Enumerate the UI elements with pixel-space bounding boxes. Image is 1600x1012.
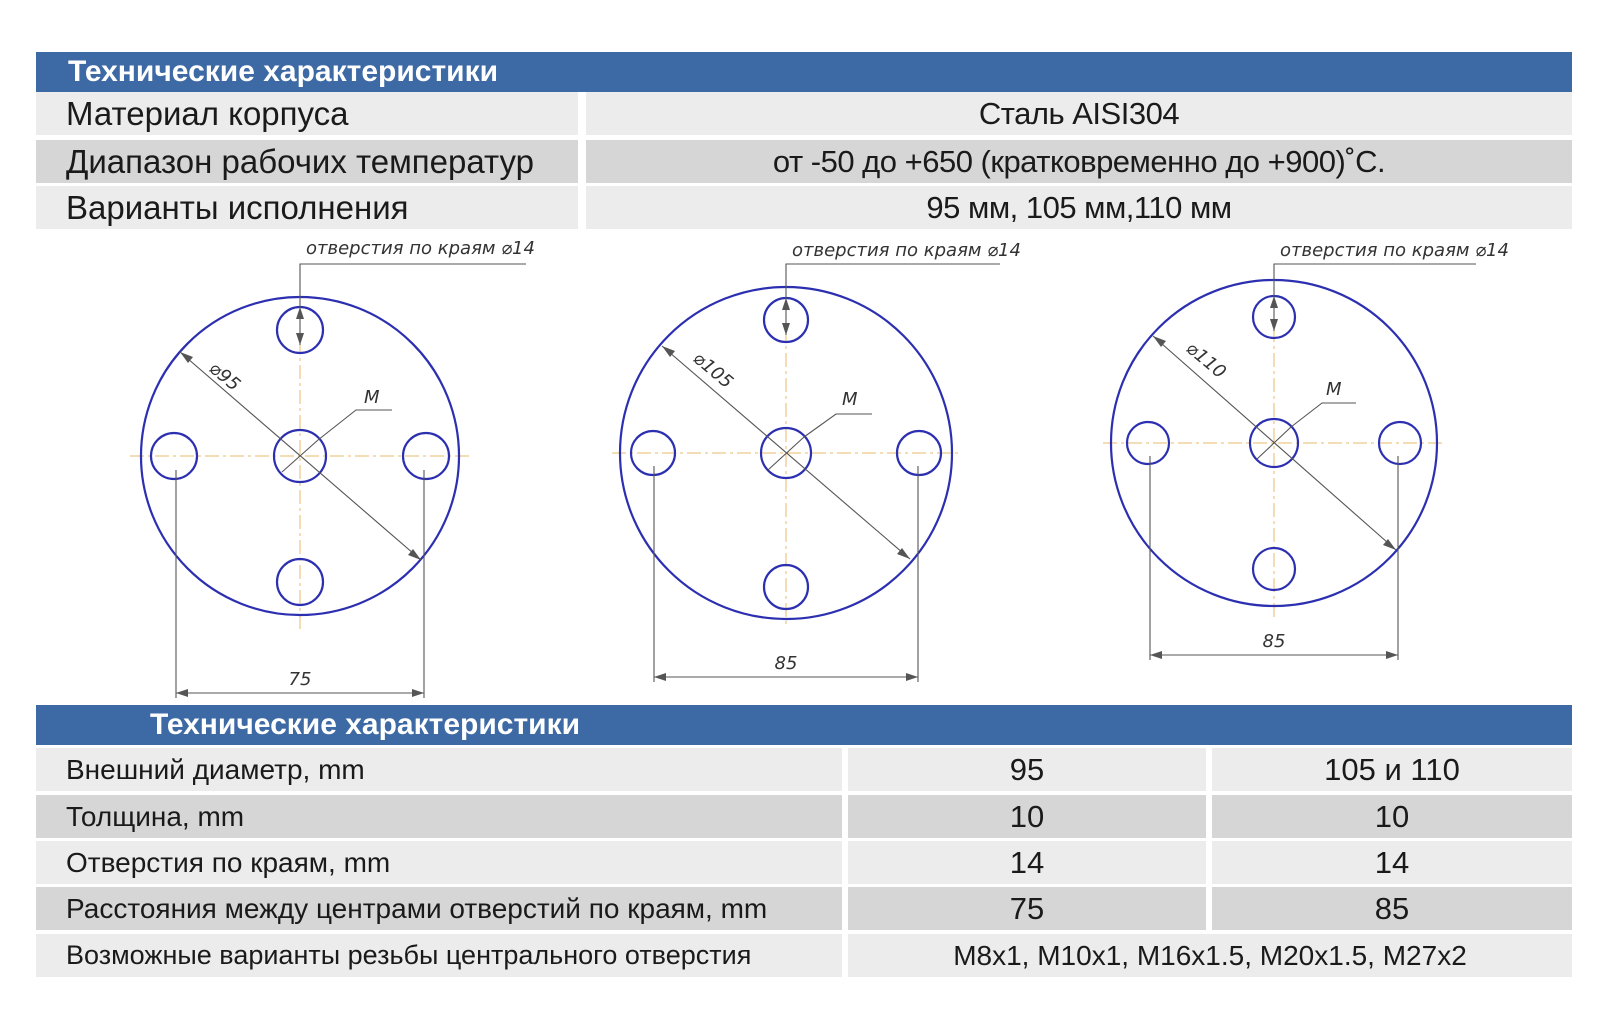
center-label: M bbox=[1326, 379, 1342, 400]
diameter-label: ⌀95 bbox=[204, 357, 245, 396]
row-edge-holes-v1: 14 bbox=[848, 841, 1206, 884]
row-variants-value: 95 мм, 105 мм,110 мм bbox=[586, 186, 1572, 229]
row-hole-distance-v1: 75 bbox=[848, 887, 1206, 930]
arrow bbox=[782, 298, 790, 310]
row-temperature-value: от -50 до +650 (кратковременно до +900)˚С. bbox=[586, 140, 1572, 183]
hole-leader bbox=[1274, 264, 1476, 331]
row-edge-holes-v2: 14 bbox=[1212, 841, 1572, 884]
section-header-dimensions: Технические характеристики bbox=[36, 705, 1572, 745]
row-thickness-label: Толщина, mm bbox=[36, 795, 842, 838]
row-outer-diameter-v2: 105 и 110 bbox=[1212, 748, 1572, 791]
hole-note: отверстия по краям ⌀14 bbox=[1280, 240, 1509, 261]
arrow bbox=[296, 307, 304, 319]
row-thickness-v1: 10 bbox=[848, 795, 1206, 838]
row-hole-distance-label: Расстояния между центрами отверстий по краям, mm bbox=[36, 887, 842, 930]
row-outer-diameter-label: Внешний диаметр, mm bbox=[36, 748, 842, 791]
hole-leader bbox=[786, 264, 1000, 335]
hole-note: отверстия по краям ⌀14 bbox=[306, 238, 535, 259]
flange-drawing-110 bbox=[1103, 240, 1509, 660]
row-material-value: Сталь AISI304 bbox=[586, 92, 1572, 135]
arrow bbox=[412, 689, 424, 697]
distance-label: 85 bbox=[774, 653, 798, 674]
arrow bbox=[1270, 296, 1278, 308]
diameter-label: ⌀105 bbox=[688, 347, 737, 393]
row-thread-value: M8x1, M10x1, M16x1.5, M20x1.5, M27x2 bbox=[848, 934, 1572, 977]
row-material-label: Материал корпуса bbox=[36, 92, 578, 135]
row-outer-diameter-v1: 95 bbox=[848, 748, 1206, 791]
arrow bbox=[176, 689, 188, 697]
center-leader bbox=[1291, 403, 1356, 427]
diameter-label: ⌀110 bbox=[1181, 337, 1230, 383]
row-thickness-v2: 10 bbox=[1212, 795, 1572, 838]
arrow bbox=[296, 333, 304, 345]
distance-label: 85 bbox=[1262, 631, 1286, 652]
hole-note: отверстия по краям ⌀14 bbox=[792, 240, 1021, 261]
arrow bbox=[782, 323, 790, 335]
center-leader bbox=[804, 414, 872, 437]
arrow bbox=[906, 673, 918, 681]
flange-drawing-105 bbox=[612, 240, 1021, 682]
hole-leader bbox=[300, 264, 526, 345]
row-thread-label: Возможные варианты резьбы центрального отверстия bbox=[36, 934, 842, 977]
section-header-specs: Технические характеристики bbox=[36, 52, 1572, 92]
center-label: M bbox=[842, 389, 858, 410]
flange-drawing-95 bbox=[130, 238, 535, 698]
row-variants-label: Варианты исполнения bbox=[36, 186, 578, 229]
row-edge-holes-label: Отверстия по краям, mm bbox=[36, 841, 842, 884]
arrow bbox=[1386, 651, 1398, 659]
distance-label: 75 bbox=[288, 669, 312, 690]
center-label: M bbox=[364, 387, 380, 408]
arrow bbox=[1150, 651, 1162, 659]
row-temperature-label: Диапазон рабочих температур bbox=[36, 140, 578, 183]
arrow bbox=[654, 673, 666, 681]
arrow bbox=[1270, 319, 1278, 331]
row-hole-distance-v2: 85 bbox=[1212, 887, 1572, 930]
center-leader bbox=[318, 410, 392, 440]
